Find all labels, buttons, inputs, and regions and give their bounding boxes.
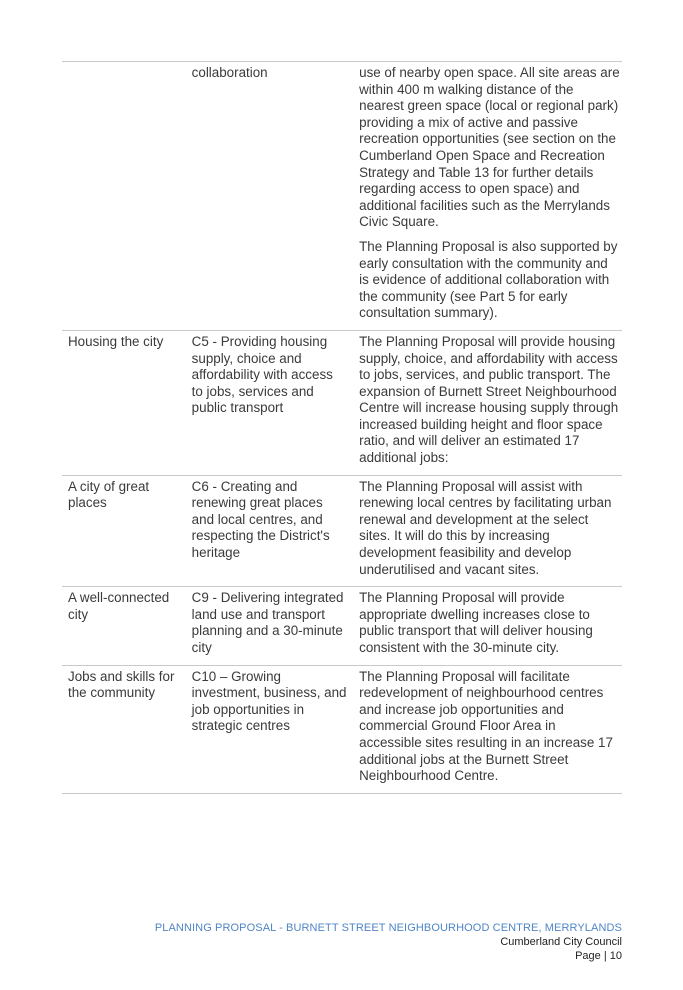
response-cell	[352, 330, 622, 475]
response-cell	[352, 587, 622, 665]
table-row	[62, 665, 622, 793]
page-footer	[155, 921, 622, 963]
page-number: Page | 10	[575, 950, 622, 962]
direction-cell: A well-connected city	[62, 587, 186, 665]
objective-cell: C10 – Growing investment, business, and job opportunities in strategic centres	[186, 665, 352, 793]
objective-cell: C5 - Providing housing supply, choice and affordability with access to jobs, services and public transport	[186, 330, 352, 475]
response-cell	[352, 62, 622, 331]
response-paragraph: The Planning Proposal is also supported by early consultation with the community and is evidence of additional collaboration with the community (see Part 5 for early consultation summary).	[359, 238, 618, 321]
objective-cell: collaboration	[186, 62, 352, 331]
response-paragraph: use of nearby open space. All site areas are within 400 m walking distance of the nearest green space (local or regional park) providing a mix of active and passive recreation opportunities (see section on the Cumberland Open Space and Recreation Strategy and Table 13 for further details regarding access to open space) and additional facilities such as the Merrylands Civic Square.	[359, 65, 620, 230]
response-paragraph: The Planning Proposal will facilitate redevelopment of neighbourhood centres and increase job opportunities and commercial Ground Floor Area in accessible sites resulting in an increase 17 additional jobs at the Burnett Street Neighbourhood Centre.	[359, 668, 613, 784]
response-paragraph: The Planning Proposal will provide housing supply, choice, and affordability with access to jobs, services, and public transport. The expansion of Burnett Street Neighbourhood Centre will increase housing supply through increased building height and floor space ratio, and will deliver an estimated 17 additional jobs:	[359, 333, 619, 466]
objective-cell: C6 - Creating and renewing great places and local centres, and respecting the District's heritage	[186, 475, 352, 587]
direction-cell: Housing the city	[62, 330, 186, 475]
response-paragraph: The Planning Proposal will assist with renewing local centres by facilitating urban renewal and development at the select sites. It will do this by increasing development feasibility and develop underutilised and vacant sites.	[359, 478, 612, 577]
table-row	[62, 587, 622, 665]
planning-table	[62, 61, 622, 794]
direction-cell	[62, 62, 186, 331]
table-row	[62, 330, 622, 475]
objective-cell: C9 - Delivering integrated land use and transport planning and a 30-minute city	[186, 587, 352, 665]
response-cell	[352, 475, 622, 587]
direction-cell: Jobs and skills for the community	[62, 665, 186, 793]
direction-cell: A city of great places	[62, 475, 186, 587]
table-row	[62, 62, 622, 331]
response-paragraph: The Planning Proposal will provide appropriate dwelling increases close to public transport that will deliver housing consistent with the 30-minute city.	[359, 590, 593, 655]
council-name: Cumberland City Council	[500, 936, 622, 948]
response-cell	[352, 665, 622, 793]
table-row	[62, 475, 622, 587]
document-title: PLANNING PROPOSAL - BURNETT STREET NEIGHBOURHOOD CENTRE, MERRYLANDS	[154, 922, 622, 934]
